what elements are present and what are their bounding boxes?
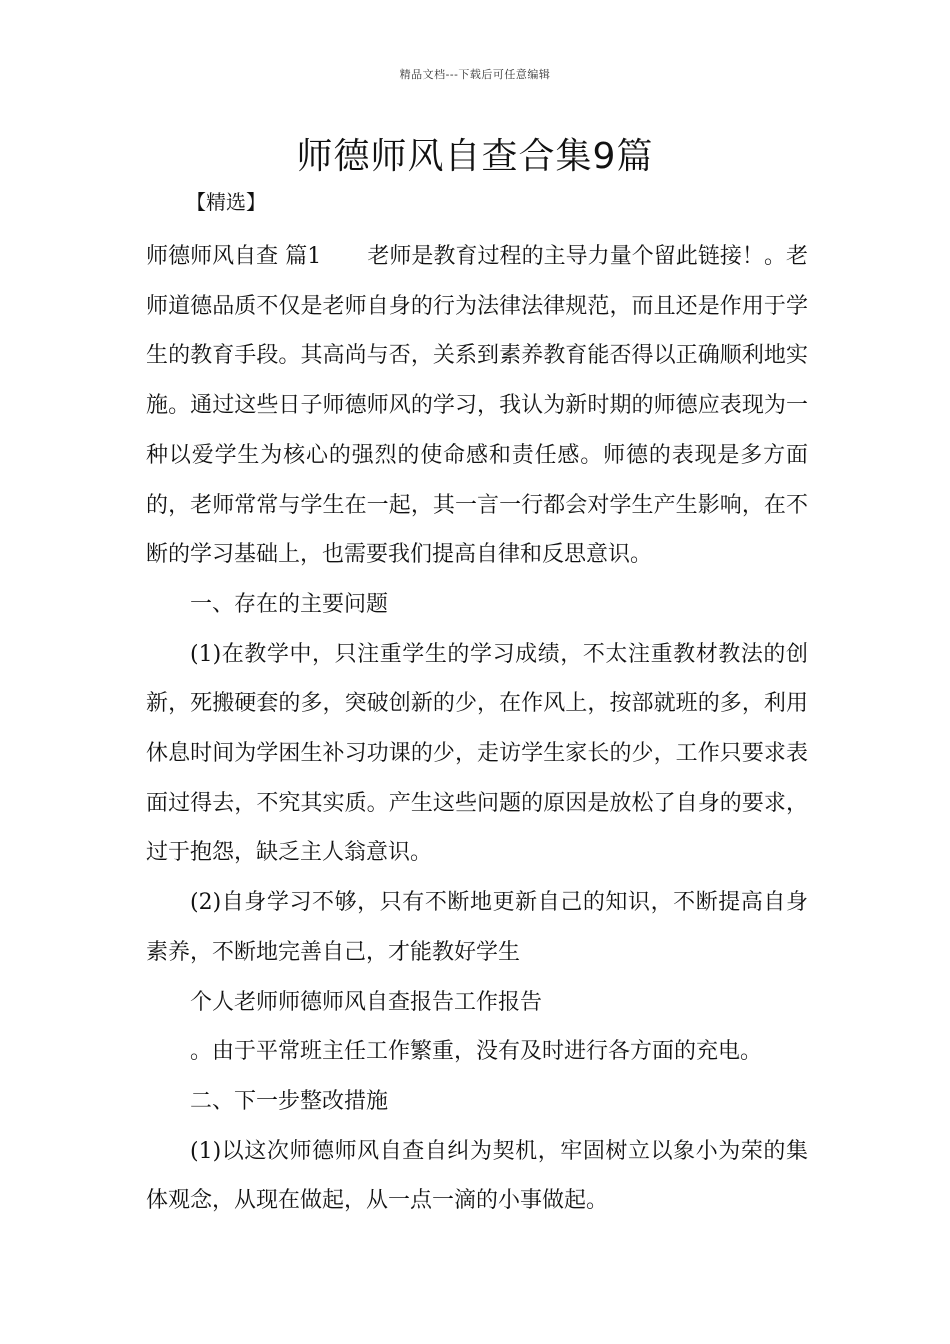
paragraph-workload: 。由于平常班主任工作繁重，没有及时进行各方面的充电。 bbox=[190, 1039, 763, 1065]
heading-problems: 一、存在的主要问题 bbox=[190, 591, 389, 617]
page-title: 师德师风自查合集9篇 bbox=[296, 136, 654, 177]
section-lead: 师德师风自查 篇1 bbox=[146, 244, 322, 269]
paragraph-1 bbox=[146, 232, 808, 580]
paragraph-report-title: 个人老师师德师风自查报告工作报告 bbox=[190, 989, 543, 1015]
heading-measures: 二、下一步整改措施 bbox=[190, 1088, 389, 1114]
paragraph-problem-2: (2)自身学习不够，只有不断地更新自己的知识，不断提高自身素养，不断地完善自己，才能教好学生 bbox=[146, 890, 808, 965]
document-body bbox=[146, 232, 808, 1226]
paragraph-problem-1: (1)在教学中，只注重学生的学习成绩，不太注重教材教法的创新，死搬硬套的多，突破创新的少，在作风上，按部就班的多，利用休息时间为学困生补习功课的少，走访学生家长的少，工作只要求表面过得去，不究其实质。产生这些问题的原因是放松了自身的要求，过于抱怨，缺乏主人翁意识。 bbox=[146, 641, 808, 866]
paragraph-measure-1: (1)以这次师德师风自查自纠为契机，牢固树立以象小为荣的集体观念，从现在做起，从一点一滴的小事做起。 bbox=[146, 1138, 808, 1214]
selected-tag: 【精选】 bbox=[186, 190, 266, 214]
header-note: 精品文档---下载后可任意编辑 bbox=[399, 68, 551, 81]
paragraph-1-text: 老师是教育过程的主导力量个留此链接！。老师道德品质不仅是老师自身的行为法律法律规范，而且还是作用于学生的教育手段。其高尚与否，关系到素养教育能否得以正确顺利地实施。通过这些日子师德师风的学习，我认为新时期的师德应表现为一种以爱学生为核心的强烈的使命感和责任感。师德的表现是多方面的，老师常常与学生在一起，其一言一行都会对学生产生影响，在不断的学习基础上，也需要我们提高自律和反思意识。 bbox=[146, 244, 808, 568]
